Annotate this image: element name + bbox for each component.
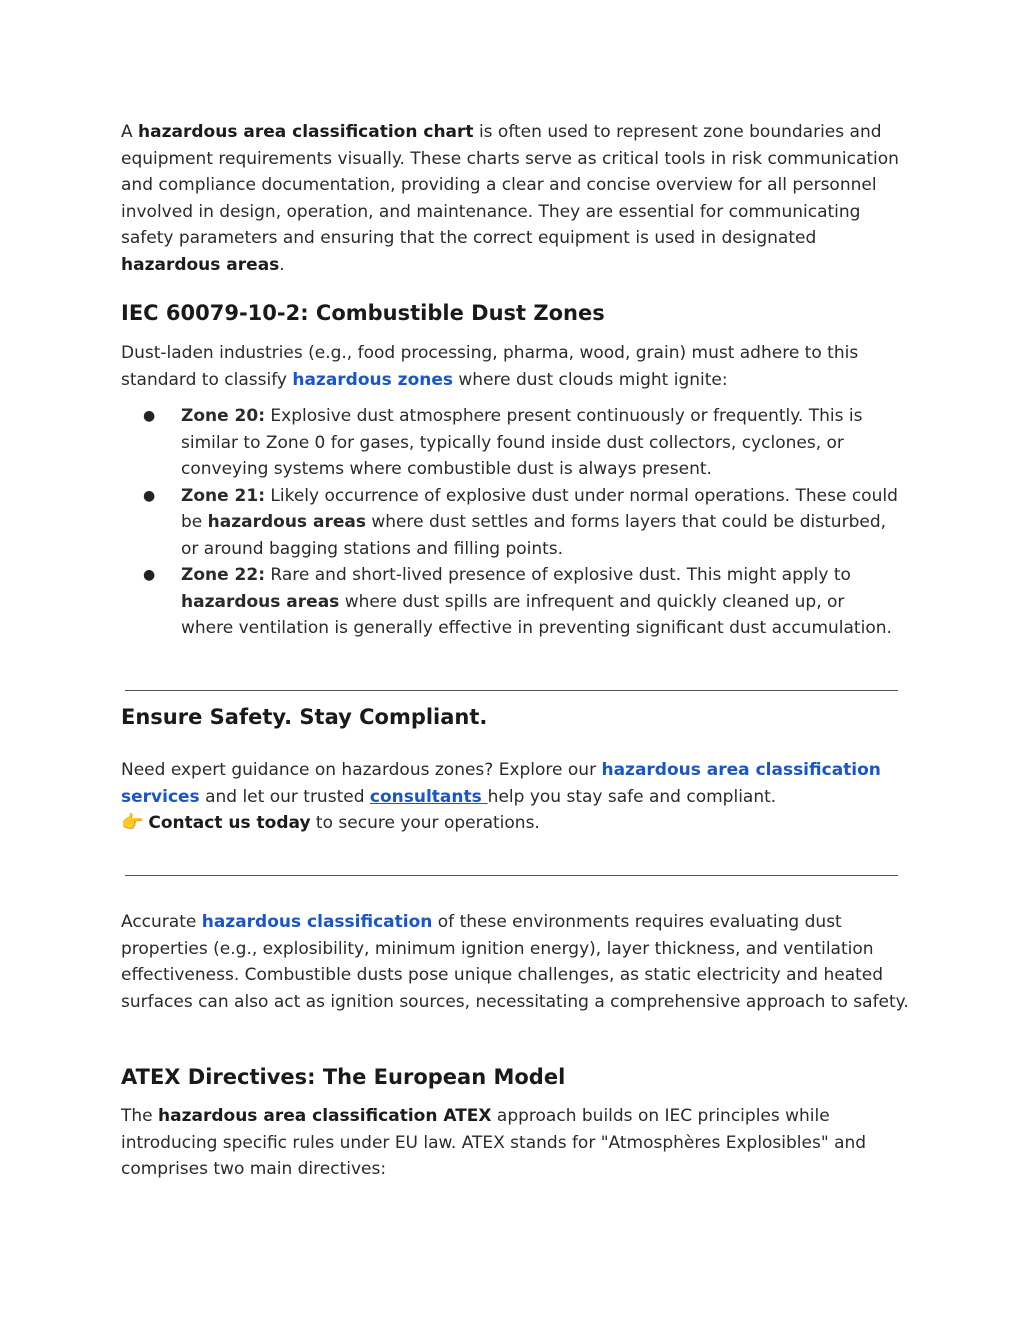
iec-paragraph — [121, 340, 911, 393]
accurate-paragraph — [121, 909, 911, 1015]
hazardous-zones-link[interactable]: hazardous zones — [292, 369, 453, 390]
zone-text: Rare and short-lived presence of explosive dust. This might apply to — [265, 565, 851, 585]
intro-paragraph — [121, 119, 911, 278]
list-item-zone-22 — [121, 562, 901, 642]
accurate-text: of these environments requires evaluating dust properties (e.g., explosibility, minimum ignition energy), layer thickness, and ventilation effectiveness. Combustible dusts pose unique challenges, as static electricity and heated surfaces can also act as ignition sources, necessitating a comprehensive approach to safety. — [121, 912, 909, 1012]
accurate-text: Accurate — [121, 912, 202, 932]
iec-text: Dust-laden industries (e.g., food processing, pharma, wood, grain) must adhere to this standard to classify — [121, 343, 859, 390]
consultants-link[interactable]: consultants — [369, 786, 488, 807]
cta-text: to secure your operations. — [310, 813, 540, 833]
hazardous-classification-link[interactable]: hazardous classification — [201, 912, 433, 932]
atex-bold: hazardous area classification ATEX — [158, 1106, 492, 1126]
zone-bold: hazardous areas — [181, 591, 340, 612]
cta-heading: Ensure Safety. Stay Compliant. — [121, 705, 488, 729]
intro-bold-areas: hazardous areas — [121, 254, 280, 275]
list-item-zone-20 — [121, 403, 901, 483]
iec-heading: IEC 60079-10-2: Combustible Dust Zones — [121, 301, 605, 325]
intro-text: A — [121, 122, 139, 142]
divider — [125, 690, 898, 691]
divider — [125, 875, 898, 876]
list-item-zone-21 — [121, 483, 901, 563]
zone-label: Zone 20: — [181, 406, 266, 426]
cta-paragraph — [121, 757, 911, 837]
bullet-icon: ● — [143, 567, 156, 583]
zone-list — [121, 403, 901, 642]
zone-text: Explosive dust atmosphere present continuously or frequently. This is similar to Zone 0 for gases, typically found inside dust collectors, cyclones, or conveying systems where combustible dust is always present. — [181, 406, 863, 479]
iec-text: where dust clouds might ignite: — [453, 369, 728, 390]
cta-text: Need expert guidance on hazardous zones? Explore our — [121, 760, 602, 780]
zone-label: Zone 21: — [181, 485, 266, 506]
zone-bold: hazardous areas — [207, 512, 366, 532]
atex-heading: ATEX Directives: The European Model — [121, 1065, 566, 1089]
atex-text: approach builds on IEC principles while introducing specific rules under EU law. ATEX stands for "Atmosphères Explosibles" and comprises two main directives: — [121, 1106, 867, 1179]
intro-bold-chart: hazardous area classification chart — [138, 122, 474, 142]
zone-text: where dust settles and forms layers that could be disturbed, or around bagging stations and filling points. — [181, 512, 887, 559]
zone-text: Likely occurrence of explosive dust under normal operations. These could be — [181, 485, 898, 532]
cta-text: help you stay safe and compliant. — [487, 786, 777, 807]
bullet-icon: ● — [143, 487, 156, 504]
bullet-icon: ● — [143, 408, 156, 424]
atex-paragraph — [121, 1103, 911, 1183]
pointing-hand-icon: 👉 — [121, 812, 144, 833]
intro-text: is often used to represent zone boundaries and equipment requirements visually. These charts serve as critical tools in risk communication and compliance documentation, providing a clear and concise overview for all personnel involved in design, operation, and maintenance. They are essential for communicating safety parameters and ensuring that the correct equipment is used in designated — [121, 122, 899, 248]
zone-text: where dust spills are infrequent and quickly cleaned up, or where ventilation is generally effective in preventing significant dust accumulation. — [181, 591, 892, 638]
zone-label: Zone 22: — [181, 565, 266, 585]
cta-text: and let our trusted — [199, 786, 370, 807]
atex-text: The — [121, 1106, 159, 1126]
intro-text: . — [279, 254, 285, 275]
contact-us-bold: Contact us today — [148, 813, 311, 833]
classification-services-link[interactable]: hazardous area classification services — [121, 760, 881, 807]
